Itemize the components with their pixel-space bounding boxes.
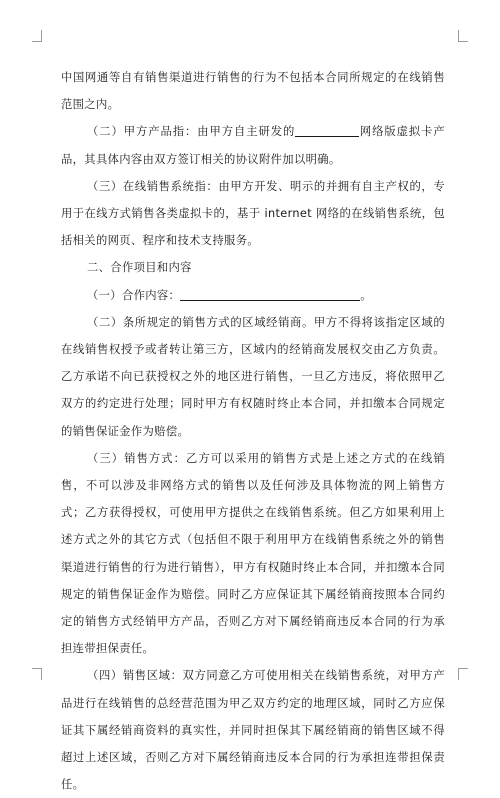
crop-mark-top-left <box>32 30 42 42</box>
section-heading-cooperation: 二、合作项目和内容 <box>87 261 192 275</box>
paragraph-regional-dealer: （二）条所规定的销售方式的区域经销商。甲方不得将该指定区域的在线销售权授予或者转让第三方，区域内的经销商发展权交由乙方负责。乙方承诺不向已获授权之外的地区进行销售，一旦乙方违反，将依照甲乙双方的约定进行处理；同时甲方有权随时终止本合同，并扣缴本合同规定的销售保证金作为赔偿。 <box>61 315 445 438</box>
crop-mark-bottom-right <box>458 668 468 680</box>
paragraph-cooperation-content <box>61 282 445 309</box>
crop-mark-bottom-left <box>32 668 42 680</box>
paragraph-network-channels: 中国网通等自有销售渠道进行销售的行为不包括本合同所规定的在线销售范围之内。 <box>61 71 445 112</box>
cooperation-content-blank <box>180 288 360 301</box>
crop-mark-top-right <box>458 30 468 42</box>
paragraph-sales-method: （三）销售方式：乙方可以采用的销售方式是上述之方式的在线销售，不可以涉及非网络方式的销售以及任何涉及具体物流的网上销售方式；乙方获得授权，可使用甲方提供之在线销售系统。但乙方如果利用上述方式之外的其它方式（包括但不限于利用甲方在线销售系统之外的销售渠道进行销售的行为进行销售），甲方有权随时终止本合同，并扣缴本合同规定的销售保证金作为赔偿。同时乙方应保证其下属经销商按照本合同约定的销售方式经销甲方产品，否则乙方对下属经销商违反本合同的行为承担连带担保责任。 <box>61 451 445 656</box>
product-name-blank <box>295 124 359 137</box>
paragraph-online-system-definition: （三）在线销售系统指：由甲方开发、明示的并拥有自主产权的，专用于在线方式销售各类虚拟卡的，基于 internet 网络的在线销售系统，包括相关的网页、程序和技术支持服务。 <box>61 179 445 248</box>
document-body <box>61 64 445 798</box>
cooperation-content-prefix: （一）合作内容： <box>87 288 181 302</box>
product-definition-suffix: 网络版虚拟卡产品，其具体内容由双方签订相关的协议附件加以明确。 <box>61 125 445 166</box>
product-definition-prefix: （二）甲方产品指：由甲方自主研发的 <box>87 125 296 139</box>
cooperation-content-suffix: 。 <box>360 288 372 302</box>
paragraph-sales-region: （四）销售区域：双方同意乙方可使用相关在线销售系统，对甲方产品进行在线销售的总经营范围为甲乙双方约定的地理区域，同时乙方应保证其下属经销商资料的真实性，并同时担保其下属经销商的销售区域不得超过上述区域，否则乙方对下属经销商违反本合同的行为承担连带担保责任。 <box>61 669 445 792</box>
paragraph-product-definition <box>61 118 445 172</box>
